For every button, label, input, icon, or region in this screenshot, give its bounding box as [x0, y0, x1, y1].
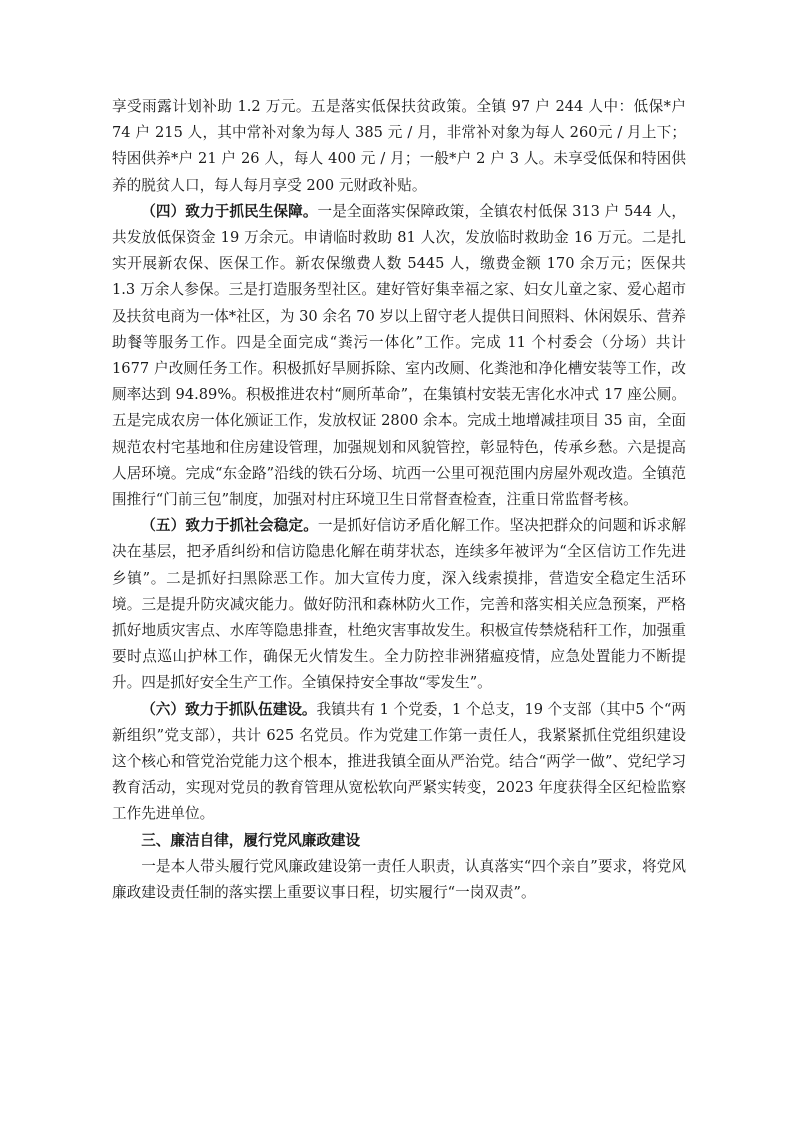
document-body — [112, 94, 686, 906]
paragraph-text: 一是本人带头履行党风廉政建设第一责任人职责，认真落实“四个亲自”要求，将党风廉政建设责任制的落实摆上重要议事日程，切实履行“一岗双责”。 — [112, 857, 686, 902]
section-body: 一是全面落实保障政策，全镇农村低保 313 户 544 人，共发放低保资金 19 万余元。申请临时救助 81 人次，发放临时救助金 16 万元。二是扎实开展新农保、医保工作。新农保缴费人数 5445 人，缴费金额 170 余万元；医保共 1.3 万余人参保。三是打造服务型社区。建好管好集幸福之家、妇女儿童之家、爱心超市及扶贫电商为一体*社区，为 30 余名 70 岁以上留守老人提供日间照料、休闲娱乐、营养助餐等服务工作。四是全面完成“粪污一体化”工作。完成 11 个村委会（分场）共计 1677 户改厕任务工作。积极抓好旱厕拆除、室内改厕、化粪池和净化槽安装等工作，改厕率达到 94.89%。积极推进农村“厕所革命”，在集镇村安装无害化水冲式 17 座公厕。五是完成农房一体化颁证工作，发放权证 2800 余本。完成土地增减挂项目 35 亩，全面规范农村宅基地和住房建设管理，加强规划和风貌管控，彰显特色，传承乡愁。六是提高人居环境。完成“东金路”沿线的铁石分场、坑西一公里可视范围内房屋外观改造。全镇范围推行“门前三包”制度，加强对村庄环境卫生日常督查检查，注重日常监督考核。 — [112, 202, 686, 509]
section-title: （四）致力于抓民生保障。 — [141, 202, 318, 220]
paragraph-responsibility — [112, 854, 686, 906]
section-title: （六）致力于抓队伍建设。 — [141, 700, 317, 718]
section-team-building — [112, 697, 686, 828]
paragraph-text: 享受雨露计划补助 1.2 万元。五是落实低保扶贫政策。全镇 97 户 244 人中：低保*户 74 户 215 人，其中常补对象为每人 385 元 / 月，非常补对象为每人 260元 / 月上下；特困供养*户 21 户 26 人，每人 400 元 / 月；一般*户 2 户 3 人。未享受低保和特困供养的脱贫人口，每人每月享受 200 元财政补贴。 — [112, 98, 686, 194]
paragraph-poverty-relief — [112, 94, 686, 199]
section-body: 一是抓好信访矛盾化解工作。坚决把群众的问题和诉求解决在基层，把矛盾纠纷和信访隐患化解在萌芽状态，连续多年被评为“全区信访工作先进乡镇”。二是抓好扫黑除恶工作。加大宣传力度，深入线索摸排，营造安全稳定生活环境。三是提升防灾减灾能力。做好防汛和森林防火工作，完善和落实相关应急预案，严格抓好地质灾害点、水库等隐患排查，杜绝灾害事故发生。积极宣传禁烧秸秆工作，加强重要时点巡山护林工作，确保无火情发生。全力防控非洲猪瘟疫情，应急处置能力不断提升。四是抓好安全生产工作。全镇保持安全事故“零发生”。 — [112, 517, 686, 692]
section-social-stability — [112, 513, 686, 696]
heading-integrity: 三、廉洁自律，履行党风廉政建设 — [141, 831, 361, 849]
section-body: 我镇共有 1 个党委，1 个总支，19 个支部（其中5 个“两新组织”党支部），共计 625 名党员。作为党建工作第一责任人，我紧紧抓住党组织建设这个核心和管党治党能力这个根本，推进我镇全面从严治党。结合“两学一做”、党纪学习教育活动，实现对党员的教育管理从宽松软向严紧实转变，2023 年度获得全区纪检监察工作先进单位。 — [112, 700, 686, 823]
section-livelihood — [112, 199, 686, 513]
section-title: （五）致力于抓社会稳定。 — [141, 517, 318, 535]
